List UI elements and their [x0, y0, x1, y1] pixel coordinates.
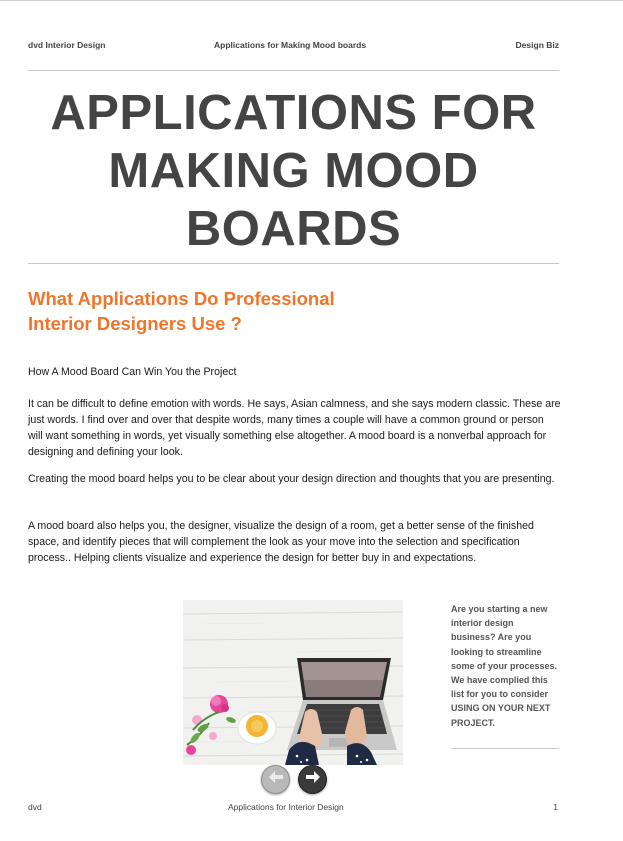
body-paragraph-3: Creating the mood board helps you to be clear about your design direction and thoughts that you are presenting.: [28, 473, 555, 485]
title-divider: [28, 263, 559, 264]
header-center-text: Applications for Making Mood boards: [214, 40, 367, 50]
gallery-next-button[interactable]: [298, 765, 327, 794]
page-top-border: [0, 0, 623, 1]
arrow-left-icon: [268, 770, 284, 789]
running-footer: [28, 802, 560, 814]
footer-left-text: dvd: [28, 802, 42, 812]
sidebar-callout: Are you starting a new interior design business? Are you looking to streamline some of your processes. We have complied this list for you to consider USING ON YOUR NEXT PROJECT.: [451, 604, 558, 728]
gallery-prev-button[interactable]: [261, 765, 290, 794]
laptop-desk-illustration: [183, 600, 403, 765]
page-title: APPLICATIONS FOR MAKING MOOD BOARDS: [50, 86, 537, 256]
subtitle-line-2: Interior Designers Use ?: [28, 313, 242, 334]
running-header: [28, 40, 560, 52]
body-paragraph-4: A mood board also helps you, the designer, visualize the design of a room, get a better sense of the finished space, and identify pieces that will complement the look as your move into the selection and specification process.. Helping clients visualize and experience the design for better buy in and expectations.: [28, 520, 534, 564]
footer-center-text: Applications for Interior Design: [228, 802, 344, 812]
subtitle-line-1: What Applications Do Professional: [28, 288, 335, 309]
header-divider: [28, 70, 559, 71]
section-subtitle: [28, 286, 428, 336]
sidebar-divider: [451, 748, 559, 749]
header-left-text: dvd Interior Design: [28, 40, 106, 50]
header-right-text: Design Biz: [515, 40, 559, 50]
arrow-right-icon: [305, 770, 321, 789]
body-paragraph-1: How A Mood Board Can Win You the Project: [28, 366, 237, 378]
gallery-photo: [183, 600, 403, 765]
body-paragraph-2: It can be difficult to define emotion with words. He says, Asian calmness, and she says modern classic. These are just words. I find over and over that despite words, many times a couple will have a common ground or person will want something in words, yet visually something else altogether. A mood board is a nonverbal approach for designing and defining your look.: [28, 398, 561, 458]
page-number: 1: [553, 802, 558, 812]
